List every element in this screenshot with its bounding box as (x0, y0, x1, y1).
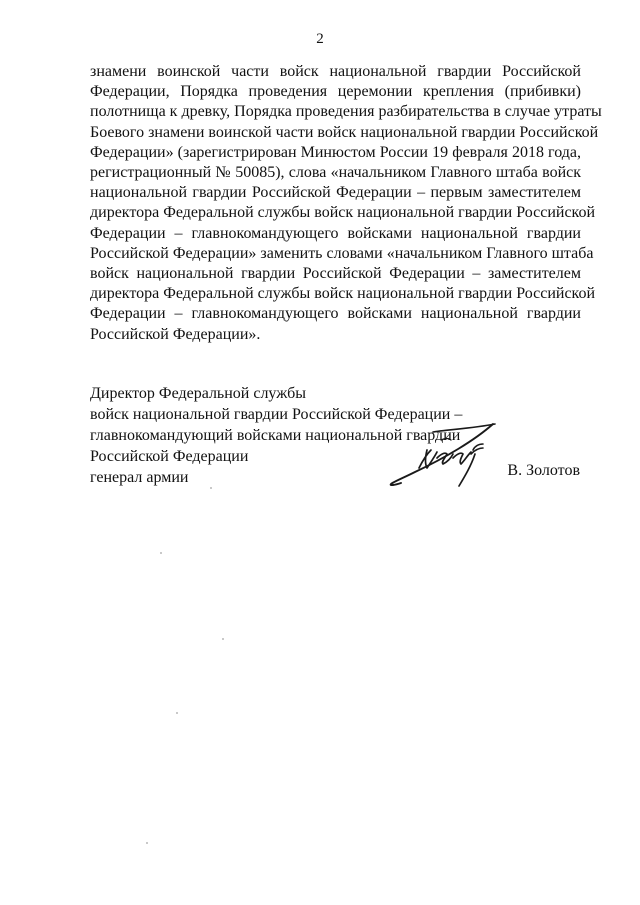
body-line: Российской Федерации». (90, 325, 261, 343)
scan-speck (210, 487, 212, 489)
body-line: войск национальной гвардии Российской Федерации – заместителем (90, 265, 581, 283)
body-line: Федерации, Порядка проведения церемонии крепления (прибивки) (90, 83, 581, 101)
signatory-name: В. Золотов (507, 462, 580, 479)
body-line: национальной гвардии Российской Федерации – первым заместителем (90, 184, 581, 202)
body-line: Боевого знамени воинской части войск национальной гвардии Российской (90, 123, 599, 141)
body-line: знамени воинской части войск национальной гвардии Российской (90, 63, 581, 80)
body-line: директора Федеральной службы войск национальной гвардии Российской (90, 285, 596, 303)
body-line: Федерации» (зарегистрирован Минюстом России 19 февраля 2018 года, (90, 143, 581, 161)
handwritten-signature-icon (375, 410, 505, 500)
body-line: Российской Федерации» заменить словами «начальником Главного штаба (90, 244, 594, 262)
scan-speck (160, 552, 162, 554)
signatory-title-line: войск национальной гвардии Российской Федерации – (90, 406, 463, 423)
scan-speck (176, 712, 178, 714)
signatory-title-line: главнокомандующий войсками национальной гвардии (90, 427, 461, 444)
signatory-title-line: Директор Федеральной службы (90, 385, 306, 402)
signatory-title-line: генерал армии (90, 469, 189, 486)
body-line: полотнища к древку, Порядка проведения разбирательства в случае утраты (90, 103, 602, 121)
scan-speck (222, 638, 224, 640)
page-number: 2 (316, 31, 324, 47)
signatory-title-line: Российской Федерации (90, 448, 249, 465)
scan-speck (146, 842, 148, 844)
document-body (90, 62, 602, 345)
body-line: директора Федеральной службы войск национальной гвардии Российской (90, 204, 596, 222)
body-line: регистрационный № 50085), слова «начальником Главного штаба войск (90, 164, 581, 182)
body-line: Федерации – главнокомандующего войсками национальной гвардии (90, 305, 581, 323)
body-line: Федерации – главнокомандующего войсками национальной гвардии (90, 224, 581, 242)
